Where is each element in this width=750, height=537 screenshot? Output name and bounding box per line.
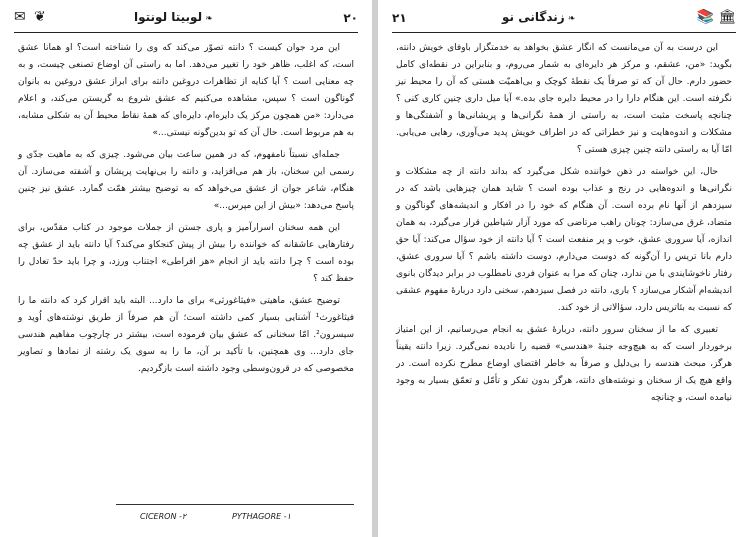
left-page-number: ۲۰: [343, 11, 358, 25]
paragraph: توضیح عشق، ماهیتی «فیثاغورثی» برای ما دارد... البته باید اقرار کرد که دانته ما را فیثاغورث¹ آشنایی بسیار کمی داشته است؛ آن هم صرفاً از طریق نوشته‌های اُوید و سیسرون². امّا سخنانی که عشق بیان فرموده است، بیشتر در چارچوب مفاهیم هندسی جای دارد... وی همچنین، با تأکید بر آن، ما را به سوی یک رشته از نمادها و تصاویر مخصوصی که در قرون‌وسطی وجود داشته است بازگردیم.: [18, 296, 354, 374]
right-body-text: [396, 40, 732, 529]
left-page: [0, 0, 372, 537]
footnote-pythagore: PYTHAGORE -۱: [232, 512, 291, 521]
column-icon: 🏛: [718, 9, 736, 25]
envelope-icon: ✉: [14, 9, 26, 25]
paragraph: این همه سخنان اسرارآمیز و پاری جستن از جملات موجود در کتاب مقدّس، برای رفتارهایی عاشقانه که خواننده را بیش از پیش کنجکاو می‌کند؟ آیا دانته باید از عشق چه بوده است ؟ چرا دانته باید از انجام «هر افراطی» اجتناب ورزد، و چرا باید حدّ تعادل را حفظ کند ؟: [18, 223, 354, 284]
footnote-divider: [116, 504, 354, 505]
right-page: [378, 0, 750, 537]
books-icon: 📚: [696, 9, 714, 25]
left-body-text: [18, 40, 354, 493]
right-page-header: [392, 8, 736, 33]
paragraph: حال، این خواسته در ذهن خواننده شکل می‌گیرد که بداند دانته از چه مشکلات و نگرانی‌ها و اندوه‌هایی در رنج و عذاب بوده است ؟ شاید همان چیزهایی باشد که در سیزدهم از آنها نام برده است. آن هنگام که خود را در افکار و اندیشه‌های گوناگون و متضاد، غرق می‌سازد: چونان راهب مرتاضی که مورد آزار شیاطین قرار می‌گیرد، به همان اندازه، آیا سروری عشق، خوب و پر منفعت است ؟ آیا دانته از خود سؤال می‌کند: آیا حق دارم بانا تریس را آن‌گونه که دوست می‌دارم، دوست داشته باشم ؟ آیا سروری عشق، رفتار ناخوشایندی با من ندارد، چنان که مرا به عنوان فردی نامطلوب در برابر دیدگان بانوی اندیشه‌ام آشکار می‌سازد ؟ باری، دانته در فصل سیزدهم، سخنی دارد دربارهٔ مفهوم عشقی که نسبت به بئاتریس دارد، سؤالاتی از خود کند.: [396, 167, 732, 313]
leaf-icon: ❦: [34, 9, 46, 25]
left-page-header: [14, 8, 358, 33]
paragraph: جمله‌ای نسبتاً نامفهوم، که در همین ساعت بیان می‌شود. چیزی که به ماهیت جدّی و رسمی این سخنان، باز هم می‌افزاید، و دانته را بی‌نهایت پریشان و آشفته می‌سازد. آن هنگام، شاعر جوان از عشق می‌خواهد که به توضیح بیشتر همّت گمارد. عشق نیز چنین پاسخ می‌دهد: «بیش از این مپرس...»: [18, 150, 354, 211]
ornament-icon: ❧: [202, 14, 213, 24]
ornament-icon: ❧: [564, 14, 576, 24]
paragraph: این درست به آن می‌مانست که انگار عشق بخواهد به خدمتگزار باوفای خویش دانته، بگوید: «من، عشقم، و مرکز هر دایره‌ای به شمار می‌روم، و بنابراین در نقطه‌ای کامل حضور دارم. حال آن که تو صرفاً یک نقطهٔ کوچک و بی‌اهمیّت هستی که آن را محیط نیز نگرفته است. این هنگام دارا را در محیط دایره جای بده.» آیا میل داری چنین کاری کنی ؟ چنانچه پاسخت مثبت است، به راستی از همهٔ نگرانی‌ها و پریشانی‌ها و آشفتگی‌ها و مشکلات و اندوه‌هایت و نیز خطراتی که در اطراف خویش پدید می‌آوری، رهایی می‌یابی. امّا آیا به راستی دانته چنین چیزی هستی ؟: [396, 43, 732, 155]
left-running-title: ❧ لوبیتا لونتوا: [134, 10, 213, 24]
paragraph: این مرد جوان کیست ؟ دانته تصوّر می‌کند که وی را شناخته است؟ او همانا عشق است، که اغلب، ظاهر خود را تغییر می‌دهد. اما به راستی آن اوضاع تصنعی چیست، و به چه معنایی است ؟ آیا کنایه از تظاهرات دروغین دانته برای ابراز عشق دروغین به بانوان گوناگون است ؟ سپس، مشاهده می‌کنیم که عشق شروع به گریستن می‌کند، و اعلام می‌دارد: «من همچون مرکز یک دایره‌ام، دایره‌ای که همهٔ نقاط محیط آن به شکلی مشابه، به هم مربوط است. حال آن که تو بدین‌گونه نیستی...»: [18, 43, 354, 138]
right-page-number: ۲۱: [392, 11, 407, 25]
right-running-title: ❧ زندگانی نو: [502, 10, 576, 24]
footnote-cicero: CICERON -۲: [140, 512, 187, 521]
paragraph: تعبیری که ما از سخنان سرور دانته، دربارهٔ عشق به انجام می‌رسانیم، از این امتیاز برخوردار است که به هیچ‌وجه جنبهٔ «هندسی» قضیه را نادیده نمی‌گیرد. زیرا دانته یقیناً هرگز، مبحث هندسه را بی‌دلیل و صرفاً به خاطر اقتضای اوضاع مطرح نکرده است. در واقع هیچ یک از سخنان و نوشته‌های دانته، هرگز بدون تفکر و تأمّل و تعمّق بسیار به وجود نیامده است، و چنانچه: [396, 325, 732, 403]
